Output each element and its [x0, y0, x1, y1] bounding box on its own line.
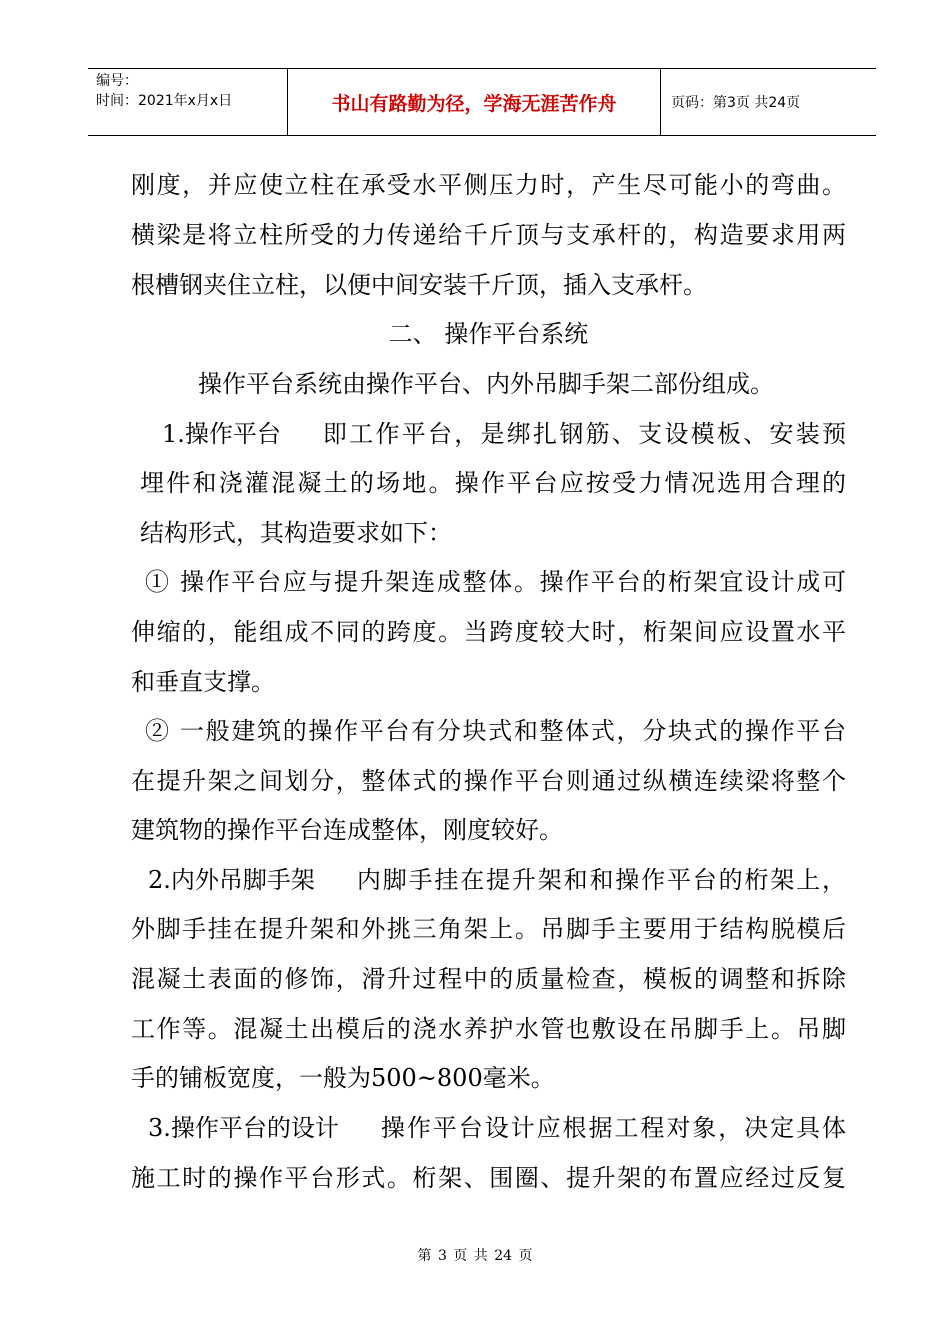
page-header	[88, 68, 876, 136]
header-meta	[88, 69, 288, 135]
paragraph-line: 操作平台系统由操作平台、内外吊脚手架二部份组成。	[198, 370, 774, 398]
list-item-heading-line	[162, 419, 846, 449]
section-title: 二、 操作平台系统	[388, 320, 589, 348]
paragraph-line: 横梁是将立柱所受的力传递给千斤顶与支承杆的，构造要求用两	[131, 221, 846, 249]
item-text: 即工作平台，是绑扎钢筋、支设模板、安装预	[322, 420, 846, 448]
item-heading: 3.操作平台的设计	[148, 1114, 339, 1142]
item-text: 操作平台设计应根据工程对象，决定具体	[380, 1114, 846, 1142]
paragraph-line: 埋件和浇灌混凝土的场地。操作平台应按受力情况选用合理的	[140, 469, 846, 497]
item-heading: 2.内外吊脚手架	[148, 866, 315, 894]
list-item-heading-line	[148, 865, 846, 895]
document-number: 编号：	[96, 73, 138, 89]
list-item-heading-line	[148, 1113, 846, 1143]
paragraph-line: 工作等。混凝土出模后的浇水养护水管也敷设在吊脚手上。吊脚	[131, 1015, 846, 1043]
item-text: 内脚手挂在提升架和和操作平台的桁架上，	[356, 866, 846, 894]
paragraph-line: 伸缩的，能组成不同的跨度。当跨度较大时，桁架间应设置水平	[131, 618, 846, 646]
paragraph-line: 手的铺板宽度，一般为500~800毫米。	[131, 1064, 555, 1092]
paragraph-line: ① 操作平台应与提升架连成整体。操作平台的桁架宜设计成可	[145, 568, 846, 596]
paragraph-line: 外脚手挂在提升架和外挑三角架上。吊脚手主要用于结构脱模后	[131, 915, 846, 943]
paragraph-line: 在提升架之间划分，整体式的操作平台则通过纵横连续梁将整个	[131, 767, 846, 795]
paragraph-line: 建筑物的操作平台连成整体，刚度较好。	[131, 816, 563, 844]
paragraph-line: 结构形式，其构造要求如下：	[140, 519, 452, 547]
page-footer: 第 3 页 共 24 页	[417, 1248, 533, 1264]
header-motto: 书山有路勤为径，学海无涯苦作舟	[288, 69, 661, 135]
paragraph-line: 刚度，并应使立柱在承受水平侧压力时，产生尽可能小的弯曲。	[131, 171, 846, 199]
item-heading: 1.操作平台	[162, 420, 281, 448]
paragraph-line: ② 一般建筑的操作平台有分块式和整体式，分块式的操作平台	[145, 717, 846, 745]
paragraph-line: 根槽钢夹住立柱，以便中间安装千斤顶，插入支承杆。	[131, 271, 707, 299]
paragraph-line: 施工时的操作平台形式。桁架、围圈、提升架的布置应经过反复	[131, 1164, 846, 1192]
document-time: 时间：2021年x月x日	[96, 93, 233, 109]
paragraph-line: 混凝土表面的修饰，滑升过程中的质量检查，模板的调整和拆除	[131, 965, 846, 993]
paragraph-line: 和垂直支撑。	[131, 668, 275, 696]
header-page-info: 页码：第3页 共24页	[671, 95, 801, 111]
